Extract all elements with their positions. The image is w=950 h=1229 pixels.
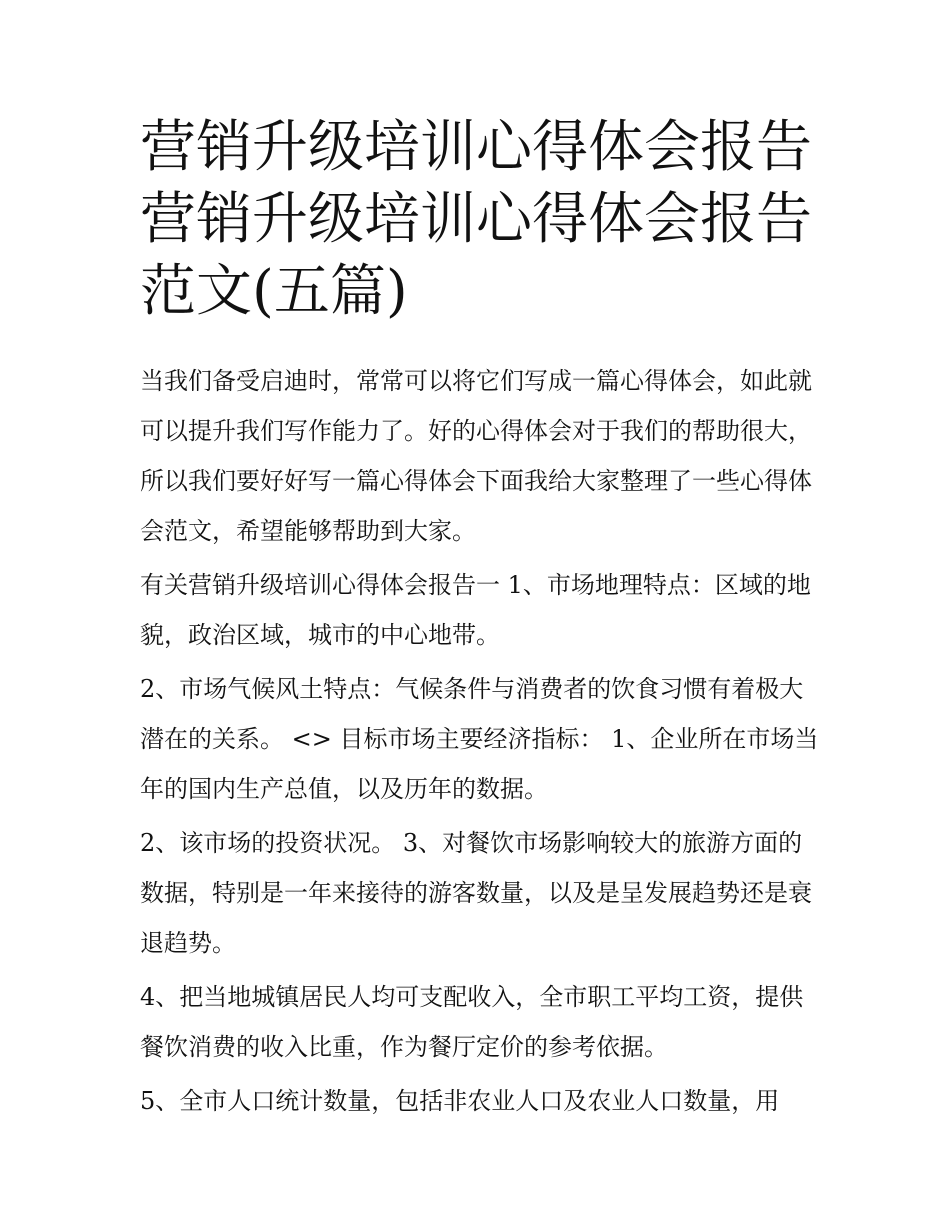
document-body: [140, 356, 820, 1130]
paragraph-population: 5、全市人口统计数量，包括非农业人口及农业人口数量，用: [140, 1087, 780, 1115]
paragraph-climate-economy: 2、市场气候风土特点：气候条件与消费者的饮食习惯有着极大潜在的关系。 <> 目标市场主要经济指标： 1、企业所在市场当年的国内生产总值，以及历年的数据。: [140, 675, 819, 803]
document-title: 营销升级培训心得体会报告 营销升级培训心得体会报告范文(五篇): [140, 115, 812, 324]
paragraph-market-geography: 有关营销升级培训心得体会报告一 1、市场地理特点：区域的地貌，政治区域，城市的中心地带。: [140, 571, 811, 649]
paragraph-intro: 当我们备受启迪时，常常可以将它们写成一篇心得体会，如此就可以提升我们写作能力了。好的心得体会对于我们的帮助很大，所以我们要好好写一篇心得体会下面我给大家整理了一些心得体会范文，希望能够帮助到大家。: [140, 367, 812, 545]
paragraph-income: 4、把当地城镇居民人均可支配收入，全市职工平均工资，提供餐饮消费的收入比重，作为餐厅定价的参考依据。: [140, 983, 804, 1061]
paragraph-investment-tourism: 2、该市场的投资状况。 3、对餐饮市场影响较大的旅游方面的数据，特别是一年来接待的游客数量，以及是呈发展趋势还是衰退趋势。: [140, 829, 812, 957]
